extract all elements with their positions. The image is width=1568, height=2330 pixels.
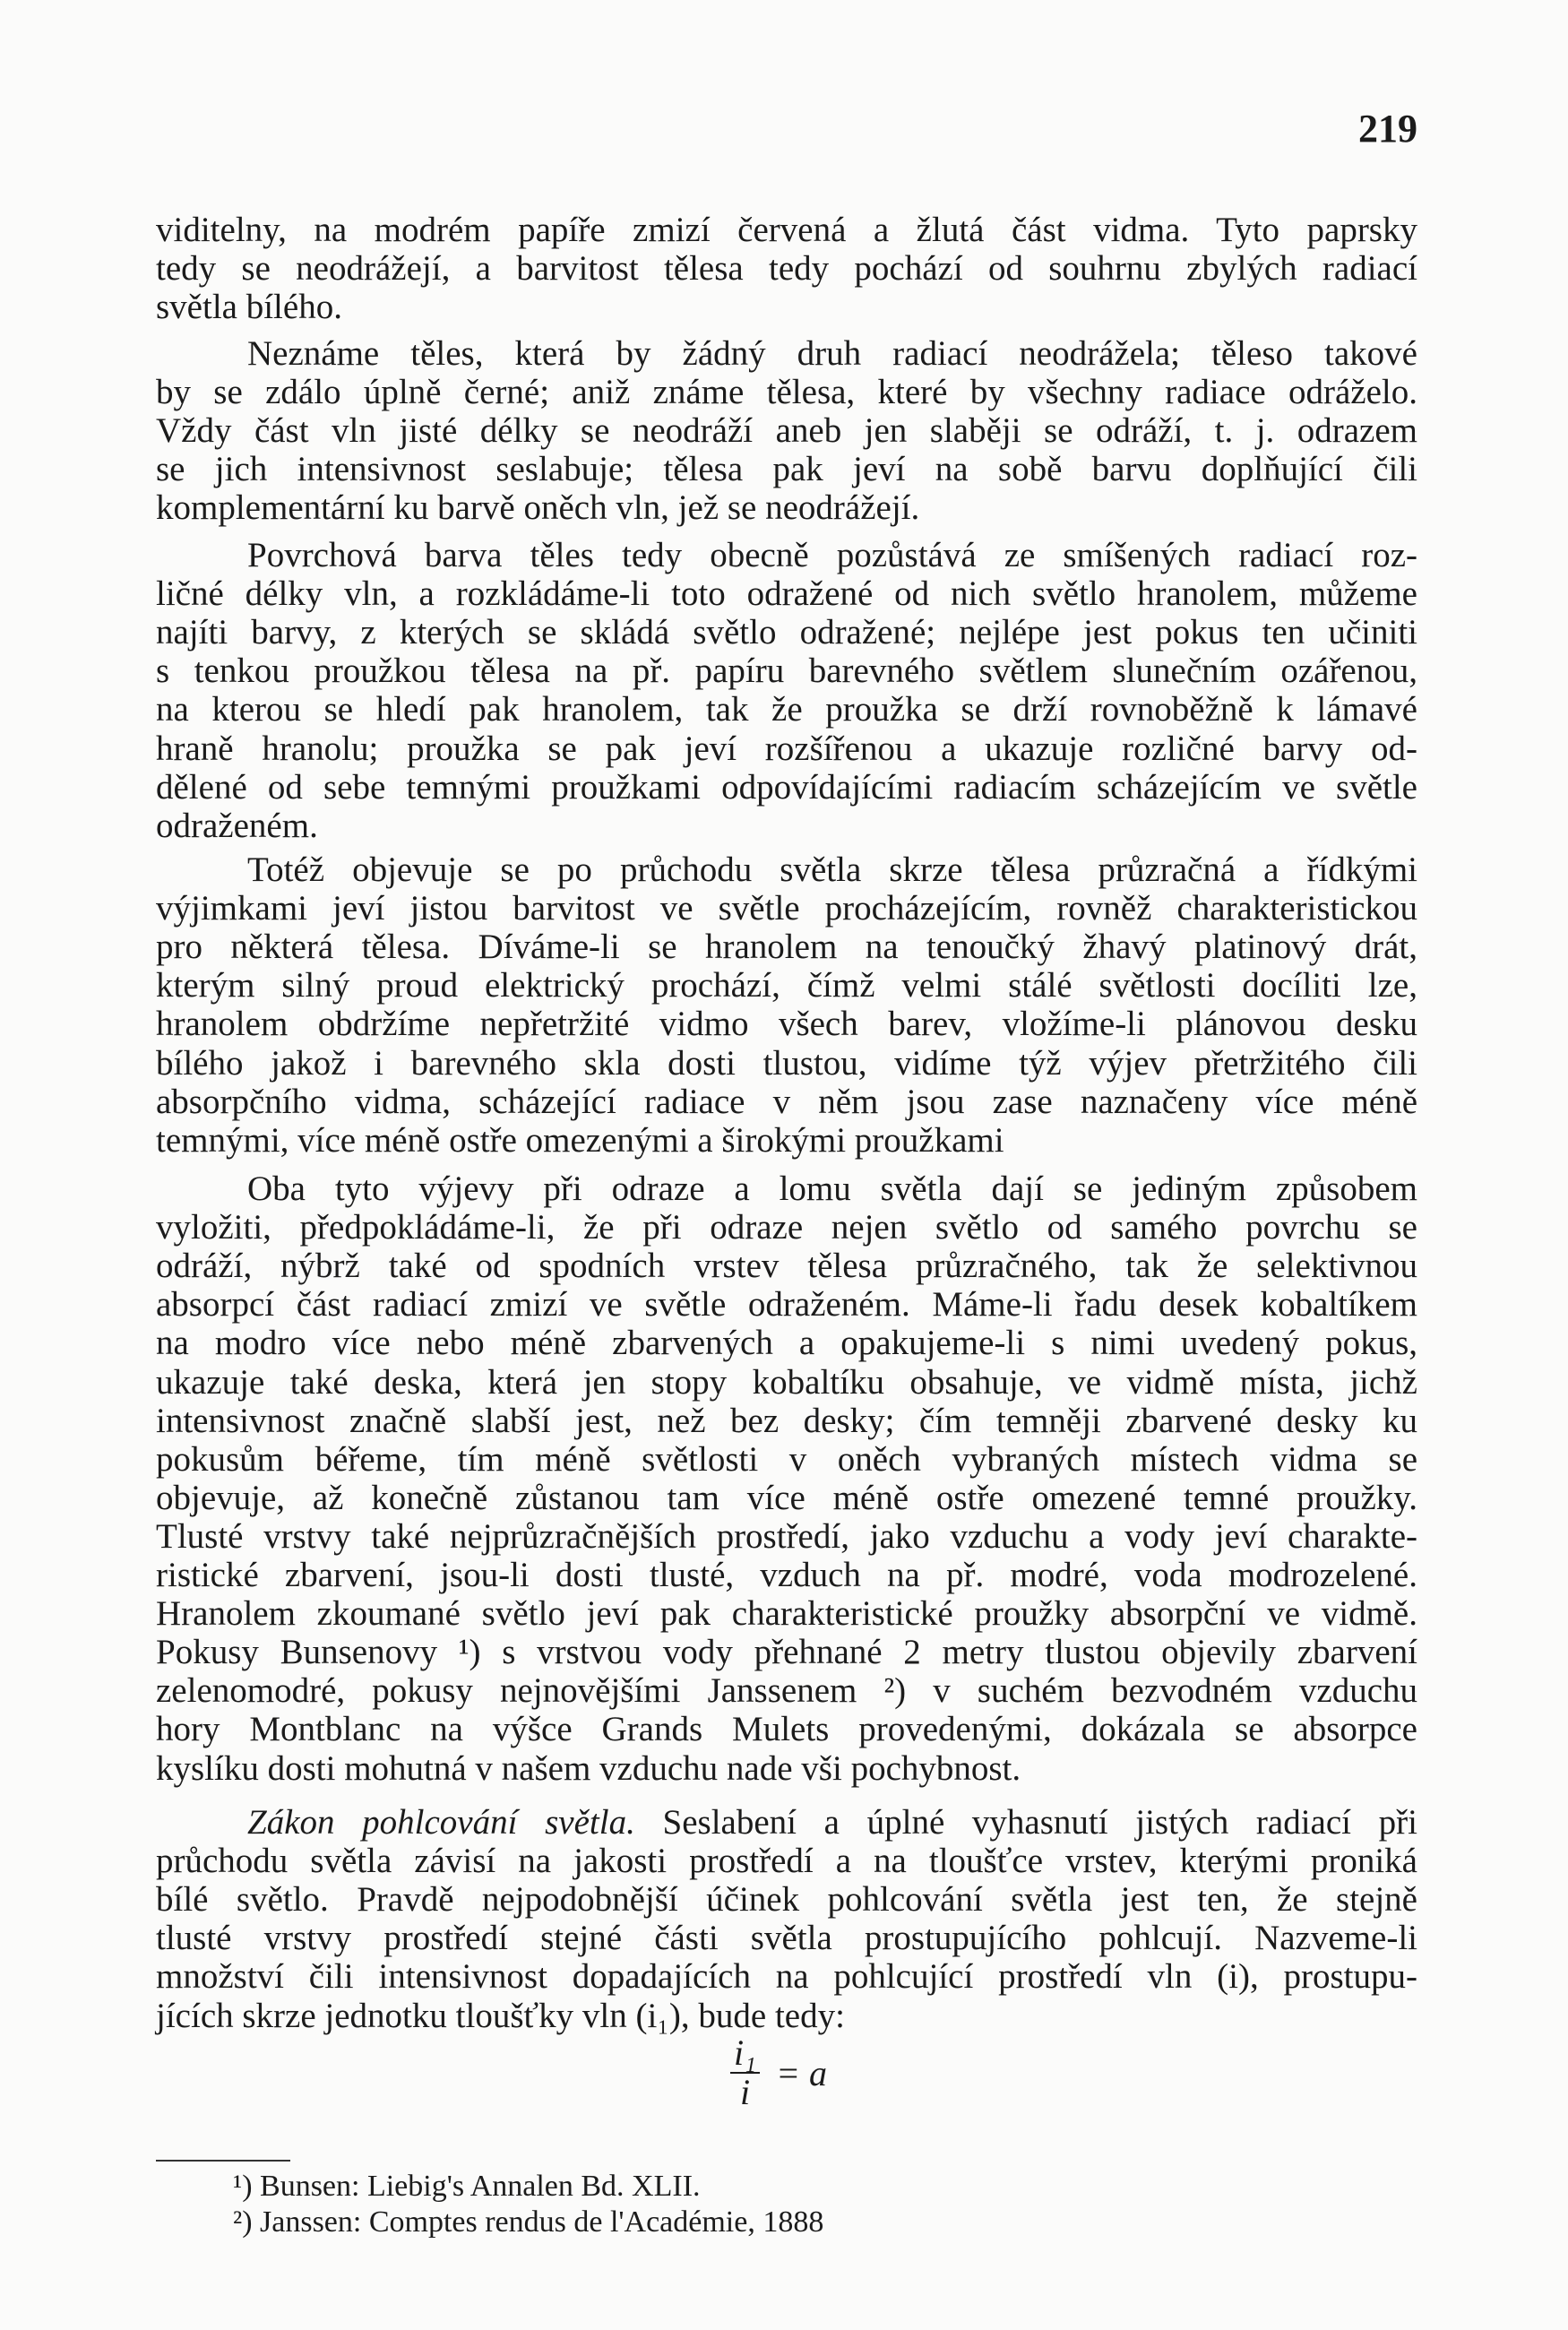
text-line: dělené od sebe temnými proužkami odpovídajícími radiacím scházejícím ve světle bbox=[156, 767, 1417, 807]
section-heading: Zákon pohlcování světla. bbox=[247, 1803, 635, 1842]
fraction bbox=[730, 2034, 760, 2111]
text-line: hraně hranolu; proužka se pak jeví rozšířenou a ukazuje rozličné barvy od- bbox=[156, 729, 1417, 768]
text-line-content: Seslabení a úplné vyhasnutí jistých radiací při bbox=[662, 1803, 1417, 1842]
text-line: najíti barvy, z kterých se skládá světlo odražené; nejlépe jest pokus ten učiniti bbox=[156, 613, 1417, 652]
text-line: temnými, více méně ostře omezenými a širokými proužkami bbox=[156, 1120, 1004, 1160]
footnote: ¹) Bunsen: Liebig's Annalen Bd. XLII. bbox=[233, 2170, 701, 2203]
text-line: zelenomodré, pokusy nejnovějšími Janssenem ²) v suchém bezvodném vzduchu bbox=[156, 1671, 1417, 1711]
text-line: Tlusté vrstvy také nejprůzračnějších prostředí, jako vzduchu a vody jeví charakte- bbox=[156, 1516, 1417, 1556]
text-line: se jich intensivnost seslabuje; tělesa pak jeví na sobě barvu doplňující čili bbox=[156, 450, 1417, 489]
text-line: odraženém. bbox=[156, 806, 318, 845]
text-line: ličné délky vln, a rozkládáme-li toto odražené od nich světlo hranolem, můžeme bbox=[156, 574, 1417, 614]
text-line: Povrchová barva těles tedy obecně pozůstává ze smíšených radiací roz- bbox=[247, 536, 1417, 574]
text-line: kyslíku dosti mohutná v našem vzduchu nade vši pochybnost. bbox=[156, 1748, 1021, 1788]
formula-denominator: i bbox=[739, 2072, 751, 2112]
text-line: pro některá tělesa. Díváme-li se hranolem na tenoučký žhavý platinový drát, bbox=[156, 928, 1417, 967]
text-line: tlusté vrstvy prostředí stejné části světla prostupujícího pohlcují. Nazveme-li bbox=[156, 1919, 1417, 1958]
text-line: pokusům béřeme, tím méně světlosti v oněch vybraných místech vidma se bbox=[156, 1439, 1417, 1479]
text-line: hranolem obdržíme nepřetržité vidmo všech barev, vložíme-li plánovou desku bbox=[156, 1005, 1417, 1044]
text-line: s tenkou proužkou tělesa na př. papíru barevného světlem slunečním ozářenou, bbox=[156, 652, 1417, 691]
text-line: na modro více nebo méně zbarvených a opakujeme-li s nimi uvedený pokus, bbox=[156, 1324, 1417, 1363]
text-line: odráží, nýbrž také od spodních vrstev tělesa průzračného, tak že selektivnou bbox=[156, 1247, 1417, 1286]
text-line: na kterou se hledí pak hranolem, tak že proužka se drží rovnoběžně k lámavé bbox=[156, 690, 1417, 729]
text-line: komplementární ku barvě oněch vln, jež se neodrážejí. bbox=[156, 488, 920, 528]
text-line: výjimkami jeví jistou barvitost ve světle procházejícím, rovněž charakteristickou bbox=[156, 889, 1417, 928]
text-line: Oba tyto výjevy při odraze a lomu světla dají se jediným způsobem bbox=[247, 1169, 1417, 1208]
text-line: bílého jakož i barevného skla dosti tlustou, vidíme týž výjev přetržitého čili bbox=[156, 1043, 1417, 1083]
formula-numerator: i₁ bbox=[730, 2034, 760, 2074]
text-line: tedy se neodrážejí, a barvitost tělesa tedy pochází od souhrnu zbylých radiací bbox=[156, 249, 1417, 289]
text-line: množství čili intensivnost dopadajících na pohlcující prostředí vln (i), prostupu- bbox=[156, 1957, 1417, 1997]
text-line: světla bílého. bbox=[156, 288, 342, 327]
text-line: intensivnost značně slabší jest, než bez desky; čím temněji zbarvené desky ku bbox=[156, 1401, 1417, 1440]
text-line: ukazuje také deska, která jen stopy kobaltíku obsahuje, ve vidmě místa, jichž bbox=[156, 1362, 1417, 1402]
text-line: Neznáme těles, která by žádný druh radiací neodrážela; těleso takové bbox=[247, 334, 1417, 373]
text-line: bílé světlo. Pravdě nejpodobnější účinek pohlcování světla jest ten, že stejně bbox=[156, 1880, 1417, 1920]
text-line: objevuje, až konečně zůstanou tam více méně ostře omezené temné proužky. bbox=[156, 1478, 1417, 1517]
text-line: hory Montblanc na výšce Grands Mulets provedenými, dokázala se absorpce bbox=[156, 1710, 1417, 1749]
text-line: vyložiti, předpokládáme-li, že při odraze nejen světlo od samého povrchu se bbox=[156, 1208, 1417, 1247]
text-line: Totéž objevuje se po průchodu světla skrze tělesa průzračná a řídkými bbox=[247, 850, 1417, 889]
text-line: by se zdálo úplně černé; aniž známe tělesa, které by všechny radiace odráželo. bbox=[156, 373, 1417, 412]
text-line: ristické zbarvení, jsou-li dosti tlusté, vzduch na př. modré, voda modrozelené. bbox=[156, 1556, 1417, 1594]
page-number: 219 bbox=[1358, 107, 1417, 151]
text-line: absorpcí část radiací zmizí ve světle odraženém. Máme-li řadu desek kobaltíkem bbox=[156, 1285, 1417, 1325]
text-line: jících skrze jednotku tloušťky vln (i₁), bude tedy: bbox=[156, 1996, 845, 2035]
text-line: průchodu světla závisí na jakosti prostředí a na tloušťce vrstev, kterými proniká bbox=[156, 1842, 1417, 1881]
text-line: viditelny, na modrém papíře zmizí červená a žlutá část vidma. Tyto paprsky bbox=[156, 211, 1417, 249]
text-line: Vždy část vln jisté délky se neodráží aneb jen slaběji se odráží, t. j. odrazem bbox=[156, 411, 1417, 451]
text-line: Pokusy Bunsenovy ¹) s vrstvou vody přehnané 2 metry tlustou objevily zbarvení bbox=[156, 1633, 1417, 1672]
text-line: Hranolem zkoumané světlo jeví pak charakteristické proužky absorpční ve vidmě. bbox=[156, 1594, 1417, 1634]
formula-rhs: = a bbox=[776, 2052, 828, 2093]
text-line: absorpčního vidma, scházející radiace v něm jsou zase naznačeny více méně bbox=[156, 1082, 1417, 1121]
footnote-divider bbox=[156, 2160, 290, 2162]
text-line: kterým silný proud elektrický prochází, čímž velmi stálé světlosti docíliti lze, bbox=[156, 966, 1417, 1005]
formula bbox=[730, 2034, 827, 2111]
footnote: ²) Janssen: Comptes rendus de l'Académie, 1888 bbox=[233, 2205, 824, 2239]
